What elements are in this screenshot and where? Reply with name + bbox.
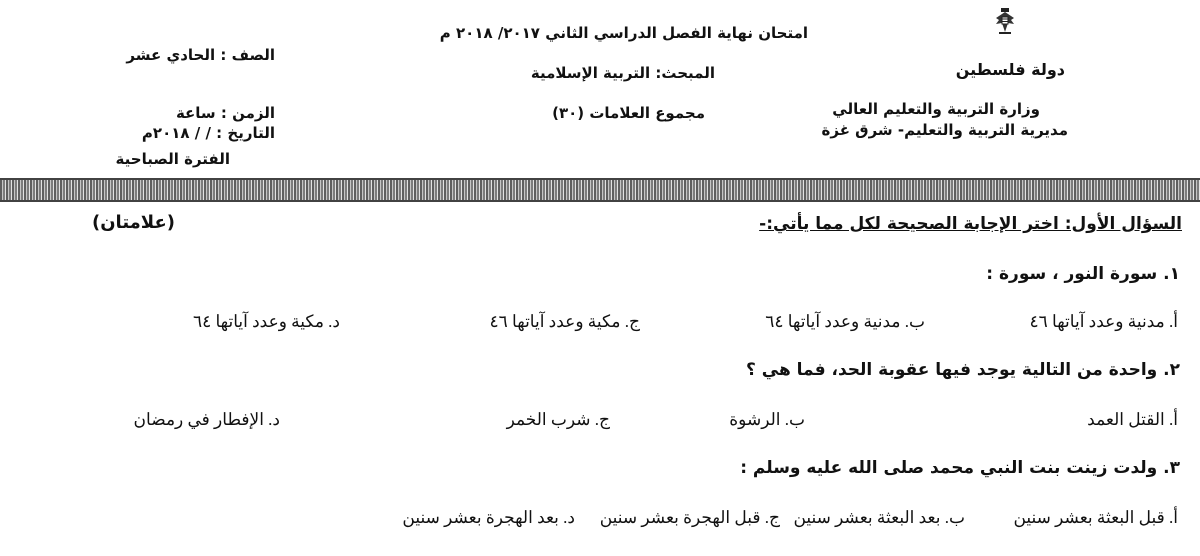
section-title: السؤال الأول: اختر الإجابة الصحيحة لكل مما يأتي:- [759,214,1182,234]
question-2-text: ٢. واحدة من التالية يوجد فيها عقوبة الحد، فما هي ؟ [745,360,1180,380]
q1-option-d: د. مكية وعدد آياتها ٦٤ [192,312,340,331]
header-separator [0,178,1200,202]
q3-option-b: ب. بعد البعثة بعشر سنين [793,508,965,527]
subject-label: المبحث: التربية الإسلامية [530,64,715,82]
q3-option-a: أ. قبل البعثة بعشر سنين [1013,508,1178,527]
total-marks: مجموع العلامات (٣٠) [552,104,705,122]
state-name: دولة فلسطين [955,60,1065,79]
q3-option-c: ج. قبل الهجرة بعشر سنين [599,508,780,527]
palestine-emblem-icon [990,6,1020,36]
ministry-name: وزارة التربية والتعليم العالي [832,100,1040,118]
question-3-text: ٣. ولدت زينت بنت النبي محمد صلى الله عليه وسلم : [740,458,1180,478]
q1-option-b: ب. مدنية وعدد آياتها ٦٤ [765,312,925,331]
time-label: الزمن : ساعة [175,104,275,122]
period-label: الفترة الصباحية [115,150,230,168]
exam-title: امتحان نهاية الفصل الدراسي الثاني ٢٠١٧/ ٢٠١٨ م [439,24,808,42]
q2-option-c: ج. شرب الخمر [506,410,610,429]
question-1-text: ١. سورة النور ، سورة : [986,264,1180,284]
q1-option-a: أ. مدنية وعدد آياتها ٤٦ [1029,312,1178,331]
grade-label: الصف : الحادي عشر [126,46,275,64]
section-marks: (علامتان) [91,212,175,233]
q2-option-a: أ. القتل العمد [1087,410,1178,429]
q2-option-d: د. الإفطار في رمضان [133,410,280,429]
q2-option-b: ب. الرشوة [729,410,805,429]
directorate-name: مديرية التربية والتعليم- شرق غزة [821,121,1068,139]
date-field: التاريخ : / / ٢٠١٨م [141,124,275,142]
q1-option-c: ج. مكية وعدد آياتها ٤٦ [489,312,640,331]
q3-option-d: د. بعد الهجرة بعشر سنين [402,508,575,527]
